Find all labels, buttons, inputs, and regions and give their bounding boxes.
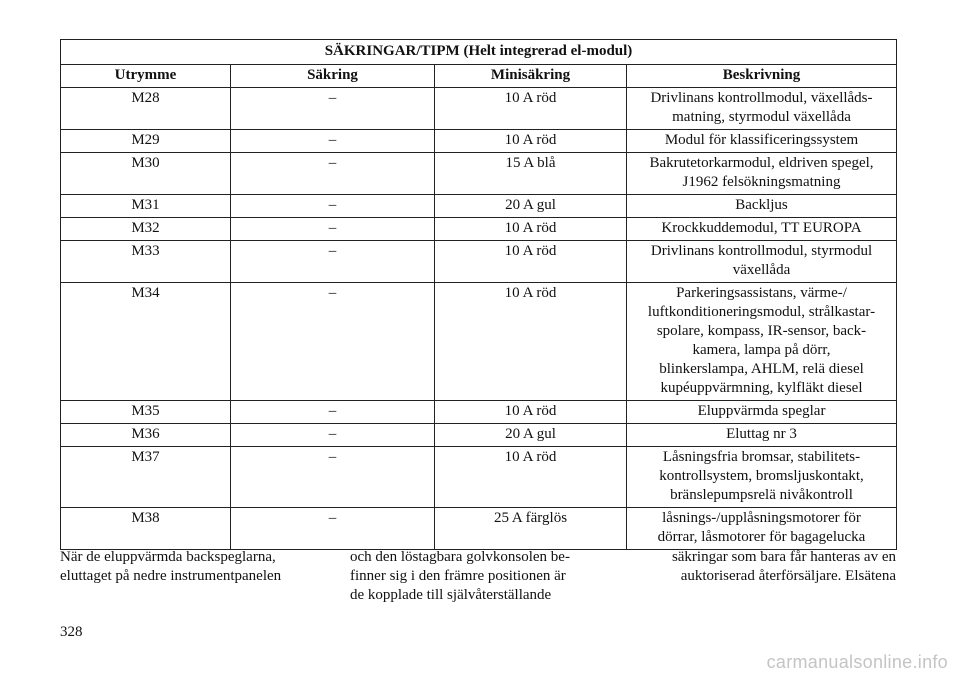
body-text-column-2 — [350, 548, 605, 605]
table-row — [61, 88, 897, 130]
cell-fuse: – — [231, 283, 435, 401]
cell-cavity: M36 — [61, 424, 231, 447]
description-line: J1962 felsökningsmatning — [682, 174, 841, 190]
cell-mini-fuse: 10 A röd — [435, 218, 627, 241]
cell-fuse: – — [231, 88, 435, 130]
cell-description — [627, 447, 897, 508]
table-header-row — [61, 65, 897, 88]
body-text-line: säkringar som bara får hanteras av en — [671, 549, 896, 565]
description-line: Modul för klassificeringssystem — [664, 132, 859, 148]
cell-mini-fuse: 10 A röd — [435, 401, 627, 424]
table-row — [61, 241, 897, 283]
description-line: Backljus — [735, 197, 788, 213]
cell-fuse: – — [231, 508, 435, 550]
cell-cavity: M31 — [61, 195, 231, 218]
cell-description — [627, 508, 897, 550]
description-line: luftkonditioneringsmodul, strålkastar- — [647, 304, 876, 320]
column-header-cavity: Utrymme — [61, 65, 231, 88]
cell-fuse: – — [231, 241, 435, 283]
cell-description — [627, 241, 897, 283]
table-row — [61, 195, 897, 218]
cell-fuse: – — [231, 130, 435, 153]
description-line: Eluttag nr 3 — [726, 426, 797, 442]
cell-mini-fuse: 20 A gul — [435, 195, 627, 218]
cell-description — [627, 218, 897, 241]
description-line: kamera, lampa på dörr, — [692, 342, 831, 358]
cell-description — [627, 195, 897, 218]
body-text-line: När de eluppvärmda backspeglarna, — [60, 549, 276, 565]
description-line: Eluppvärmda speglar — [697, 403, 826, 419]
cell-description — [627, 283, 897, 401]
cell-cavity: M32 — [61, 218, 231, 241]
cell-cavity: M38 — [61, 508, 231, 550]
column-header-fuse: Säkring — [231, 65, 435, 88]
description-line: låsnings-/upplåsningsmotorer för — [662, 510, 861, 526]
cell-mini-fuse: 10 A röd — [435, 130, 627, 153]
table-row — [61, 153, 897, 195]
cell-mini-fuse: 25 A färglös — [435, 508, 627, 550]
cell-cavity: M28 — [61, 88, 231, 130]
description-line: Krockkuddemodul, TT EUROPA — [661, 220, 862, 236]
description-line: Bakrutetorkarmodul, eldriven spegel, — [649, 155, 874, 171]
body-text-column-3 — [639, 548, 896, 586]
cell-description — [627, 130, 897, 153]
cell-description — [627, 424, 897, 447]
cell-fuse: – — [231, 153, 435, 195]
description-line: Drivlinans kontrollmodul, styrmodul — [650, 243, 873, 259]
cell-description — [627, 401, 897, 424]
cell-mini-fuse: 10 A röd — [435, 447, 627, 508]
table-row — [61, 218, 897, 241]
description-line: matning, styrmodul växellåda — [672, 109, 851, 125]
table-row — [61, 401, 897, 424]
description-line: Låsningsfria bromsar, stabilitets- — [662, 449, 861, 465]
cell-fuse: – — [231, 401, 435, 424]
cell-description — [627, 153, 897, 195]
cell-cavity: M29 — [61, 130, 231, 153]
cell-mini-fuse: 10 A röd — [435, 88, 627, 130]
watermark: carmanualsonline.info — [766, 652, 948, 672]
cell-cavity: M33 — [61, 241, 231, 283]
body-text-line: och den löstagbara golvkonsolen be- — [350, 549, 570, 565]
table-row — [61, 130, 897, 153]
cell-description — [627, 88, 897, 130]
cell-mini-fuse: 20 A gul — [435, 424, 627, 447]
page-number: 328 — [60, 624, 83, 640]
cell-fuse: – — [231, 424, 435, 447]
table-row — [61, 283, 897, 401]
description-line: dörrar, låsmotorer för bagagelucka — [657, 529, 866, 545]
cell-cavity: M37 — [61, 447, 231, 508]
table-row — [61, 508, 897, 550]
fuse-rows — [61, 88, 897, 550]
cell-cavity: M34 — [61, 283, 231, 401]
column-header-description: Beskrivning — [627, 65, 897, 88]
table-title: SÄKRINGAR/TIPM (Helt integrerad el-modul) — [61, 40, 897, 65]
body-text-column-1 — [60, 548, 308, 586]
body-text-line: finner sig i den främre positionen är — [350, 568, 566, 584]
description-line: bränslepumpsrelä nivåkontroll — [670, 487, 853, 503]
column-header-mini-fuse: Minisäkring — [435, 65, 627, 88]
description-line: spolare, kompass, IR-sensor, back- — [656, 323, 867, 339]
description-line: växellåda — [732, 262, 791, 278]
table-title-row — [61, 40, 897, 65]
cell-cavity: M35 — [61, 401, 231, 424]
cell-fuse: – — [231, 447, 435, 508]
body-text-line: de kopplade till självåterställande — [350, 587, 552, 603]
cell-mini-fuse: 10 A röd — [435, 241, 627, 283]
cell-cavity: M30 — [61, 153, 231, 195]
table-row — [61, 447, 897, 508]
description-line: kontrollsystem, bromsljuskontakt, — [659, 468, 864, 484]
cell-mini-fuse: 10 A röd — [435, 283, 627, 401]
description-line: Parkeringsassistans, värme-/ — [676, 285, 847, 301]
description-line: blinkerslampa, AHLM, relä diesel — [659, 361, 864, 377]
cell-mini-fuse: 15 A blå — [435, 153, 627, 195]
table-row — [61, 424, 897, 447]
cell-fuse: – — [231, 218, 435, 241]
body-text-line: eluttaget på nedre instrumentpanelen — [60, 568, 282, 584]
fuse-table — [60, 39, 897, 550]
description-line: Drivlinans kontrollmodul, växellåds- — [650, 90, 873, 106]
cell-fuse: – — [231, 195, 435, 218]
body-text-line: auktoriserad återförsäljare. Elsätena — [680, 568, 896, 584]
description-line: kupéuppvärmning, kylfläkt diesel — [660, 380, 863, 396]
